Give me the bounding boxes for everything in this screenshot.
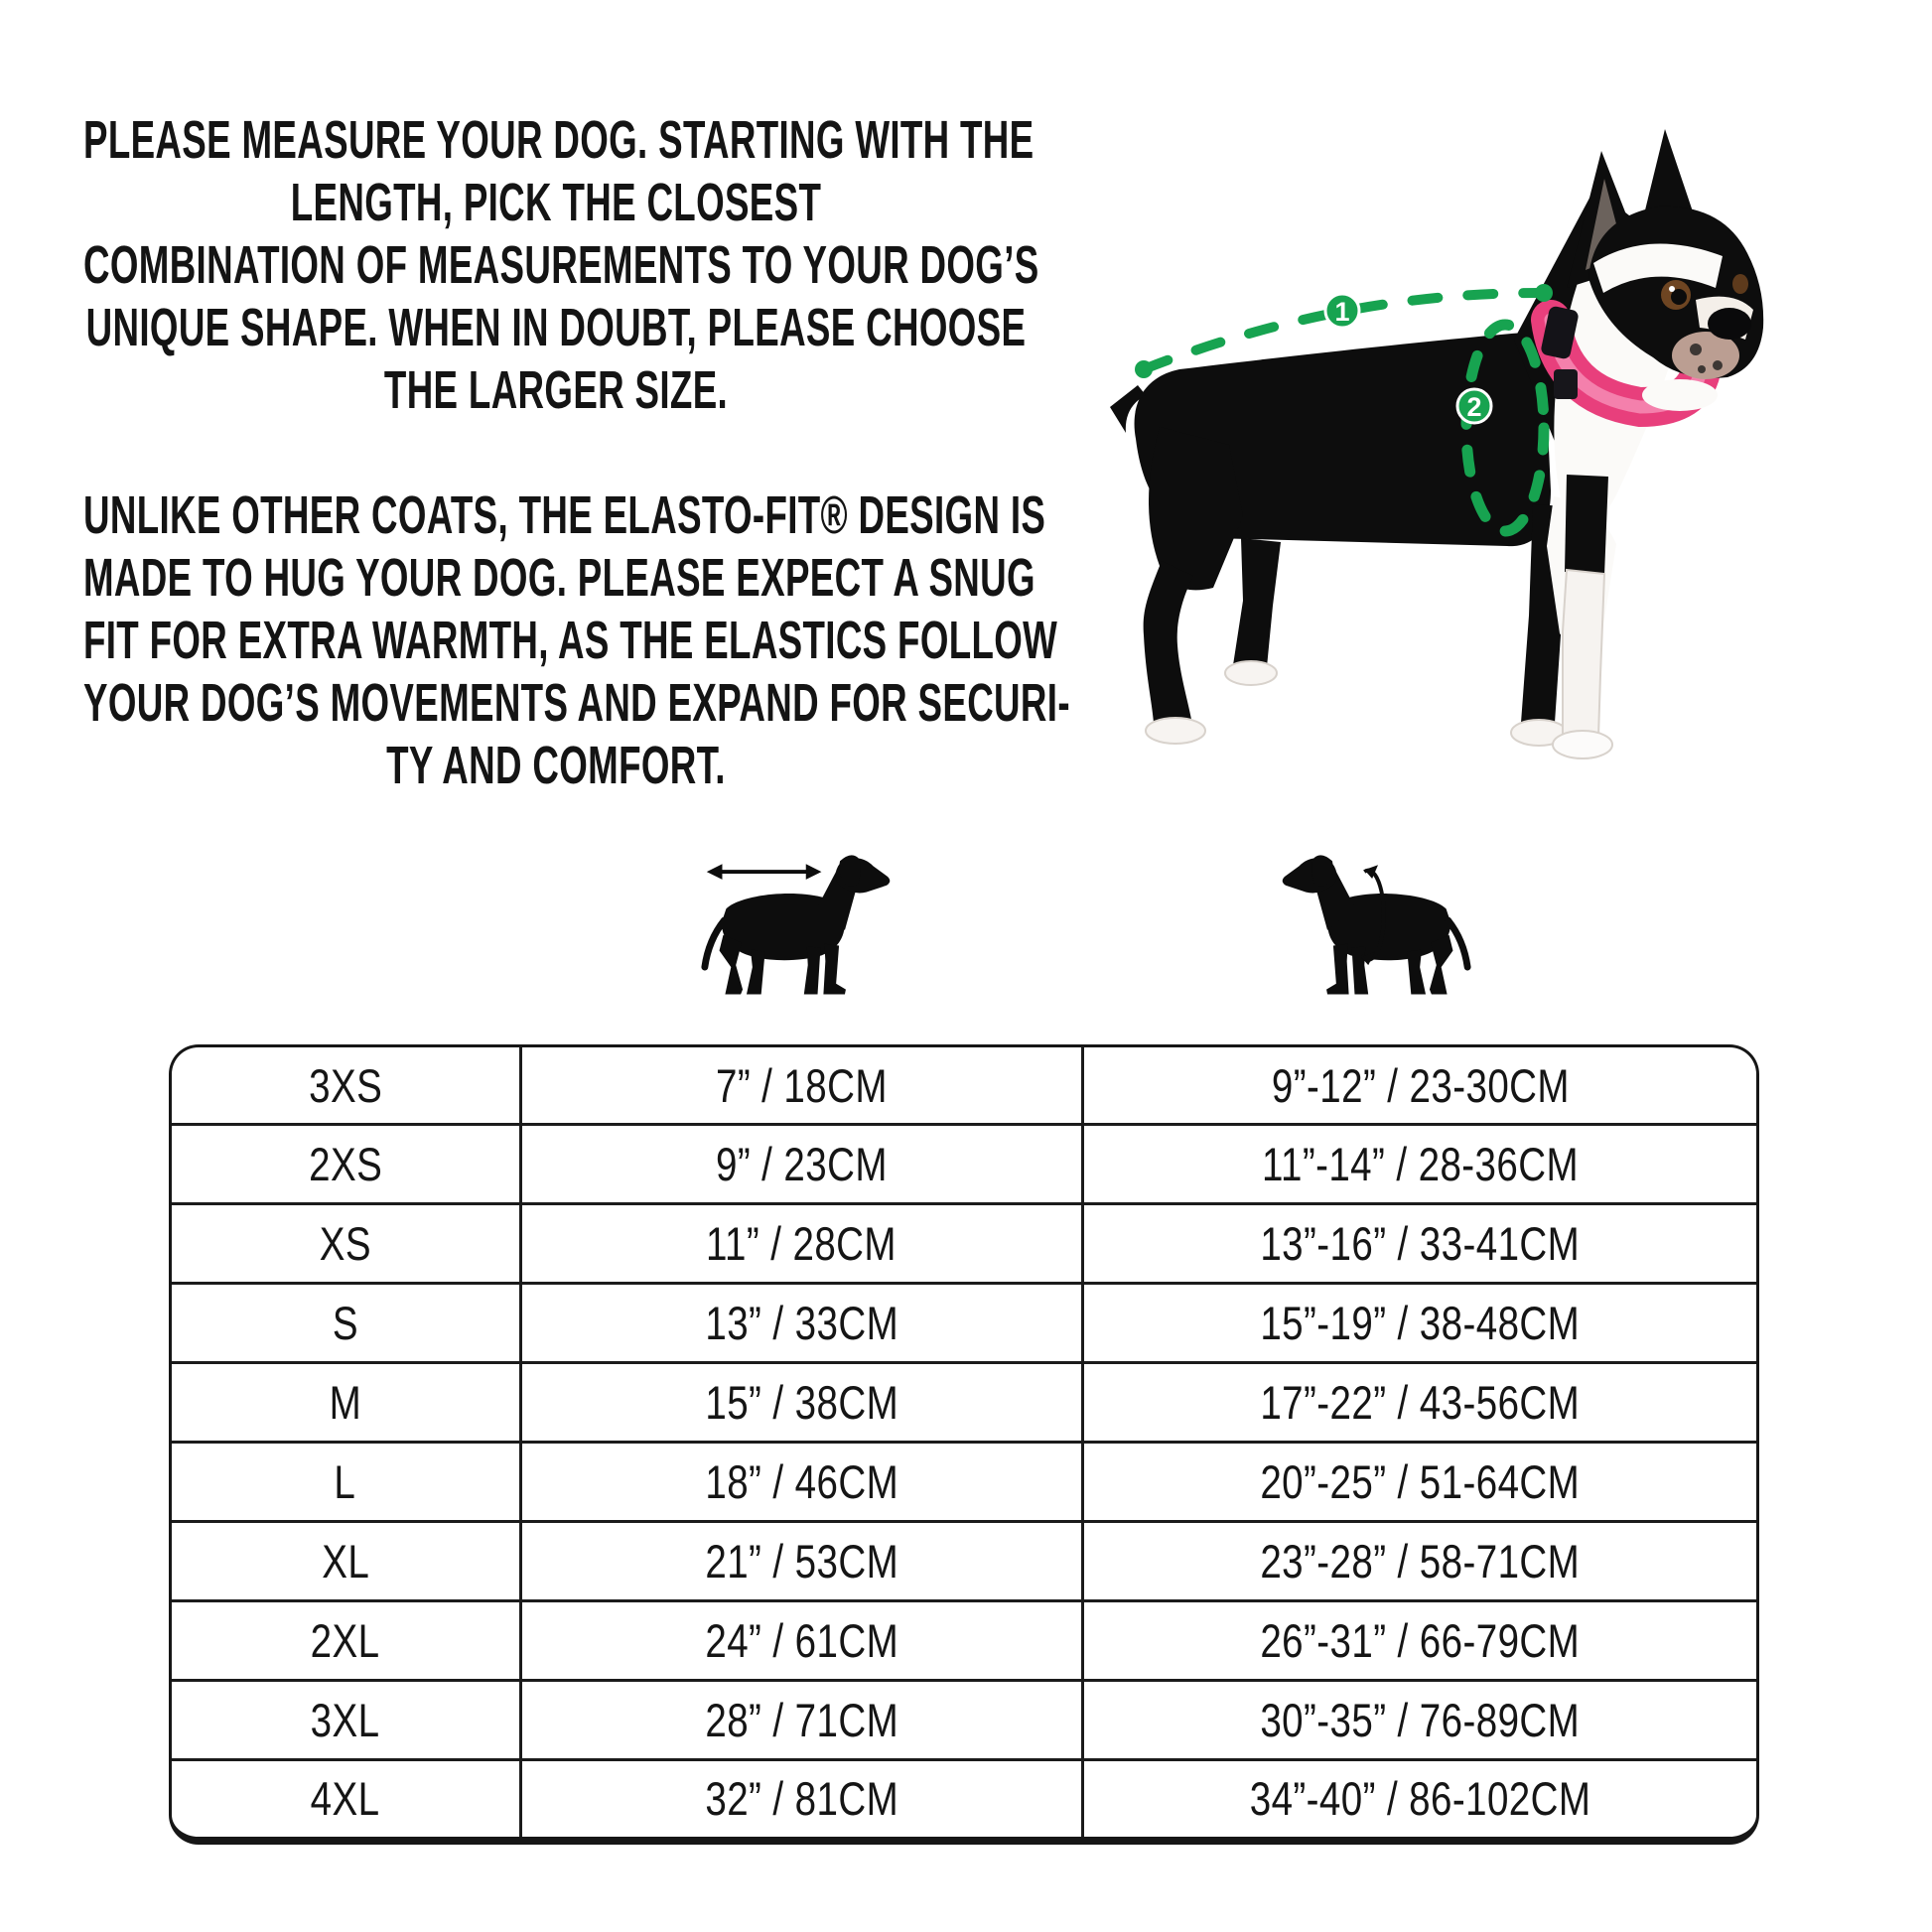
length-cell bbox=[520, 1284, 1083, 1363]
girth-cell-text: 23”-28” / 58-71CM bbox=[1260, 1534, 1581, 1587]
intro-line: MADE TO HUG YOUR DOG. PLEASE EXPECT A SNUG bbox=[83, 548, 1035, 608]
girth-cell bbox=[1083, 1521, 1756, 1600]
size-table-row bbox=[172, 1204, 1756, 1284]
intro-line: THE LARGER SIZE. bbox=[383, 360, 729, 420]
girth-cell-text: 13”-16” / 33-41CM bbox=[1260, 1217, 1581, 1271]
length-cell-text: 28” / 71CM bbox=[705, 1693, 898, 1746]
size-cell bbox=[172, 1047, 520, 1125]
size-cell bbox=[172, 1125, 520, 1204]
size-cell-text: 3XS bbox=[308, 1058, 382, 1112]
size-cell-text: 4XL bbox=[310, 1772, 380, 1826]
size-cell bbox=[172, 1204, 520, 1284]
chin-white bbox=[1642, 379, 1718, 411]
size-table-row bbox=[172, 1363, 1756, 1443]
boston-terrier-illustration bbox=[1110, 129, 1763, 759]
marker-1-label: 1 bbox=[1334, 297, 1350, 327]
girth-cell-text: 34”-40” / 86-102CM bbox=[1249, 1772, 1591, 1826]
length-cell-text: 11” / 28CM bbox=[706, 1217, 897, 1271]
length-cell bbox=[520, 1047, 1083, 1125]
length-cell-text: 24” / 61CM bbox=[705, 1613, 898, 1667]
girth-cell-text: 30”-35” / 76-89CM bbox=[1260, 1693, 1581, 1746]
girth-cell-text: 17”-22” / 43-56CM bbox=[1260, 1376, 1581, 1430]
length-cell-text: 15” / 38CM bbox=[705, 1376, 898, 1430]
dog-photo-with-measurement-guides bbox=[1102, 79, 1797, 794]
girth-cell bbox=[1083, 1759, 1756, 1837]
girth-cell bbox=[1083, 1047, 1756, 1125]
size-cell-text: XL bbox=[321, 1534, 369, 1587]
size-cell-text: 3XL bbox=[310, 1693, 380, 1746]
intro-line: UNLIKE OTHER COATS, THE ELASTO-FIT® DESIGN IS bbox=[83, 485, 1046, 545]
girth-cell-text: 15”-19” / 38-48CM bbox=[1260, 1297, 1581, 1350]
size-table-row bbox=[172, 1600, 1756, 1680]
length-cell-text: 18” / 46CM bbox=[705, 1454, 898, 1508]
intro-line: LENGTH, PICK THE CLOSEST bbox=[290, 173, 822, 232]
girth-cell bbox=[1083, 1600, 1756, 1680]
size-cell bbox=[172, 1284, 520, 1363]
length-cell bbox=[520, 1680, 1083, 1759]
intro-line: UNIQUE SHAPE. WHEN IN DOUBT, PLEASE CHOOSE bbox=[85, 298, 1027, 357]
girth-cell bbox=[1083, 1125, 1756, 1204]
size-table-row bbox=[172, 1521, 1756, 1600]
collar-tag bbox=[1554, 369, 1578, 399]
size-cell bbox=[172, 1680, 520, 1759]
length-cell bbox=[520, 1363, 1083, 1443]
size-cell bbox=[172, 1759, 520, 1837]
intro-line: YOUR DOG’S MOVEMENTS AND EXPAND FOR SECURI- bbox=[83, 673, 1070, 733]
size-cell bbox=[172, 1363, 520, 1443]
size-table-row bbox=[172, 1125, 1756, 1204]
size-chart-rows bbox=[172, 1047, 1756, 1837]
length-cell-text: 13” / 33CM bbox=[705, 1297, 898, 1350]
size-cell-text: S bbox=[332, 1297, 358, 1350]
size-table-row bbox=[172, 1442, 1756, 1521]
girth-cell-text: 20”-25” / 51-64CM bbox=[1260, 1454, 1581, 1508]
dog-silhouette bbox=[705, 855, 890, 994]
girth-cell bbox=[1083, 1204, 1756, 1284]
size-cell bbox=[172, 1442, 520, 1521]
measure-instructions-paragraph bbox=[83, 109, 1039, 422]
intro-line: COMBINATION OF MEASUREMENTS TO YOUR DOG’S bbox=[83, 235, 1039, 295]
length-arrow-icon bbox=[707, 864, 822, 880]
intro-line: FIT FOR EXTRA WARMTH, AS THE ELASTICS FOLLOW bbox=[83, 611, 1058, 670]
size-table-row bbox=[172, 1759, 1756, 1837]
girth-cell bbox=[1083, 1680, 1756, 1759]
girth-cell-text: 26”-31” / 66-79CM bbox=[1260, 1613, 1581, 1667]
girth-cell bbox=[1083, 1284, 1756, 1363]
girth-cell-text: 11”-14” / 28-36CM bbox=[1262, 1138, 1580, 1191]
length-cell bbox=[520, 1442, 1083, 1521]
size-cell-text: 2XS bbox=[308, 1138, 382, 1191]
marker-2-label: 2 bbox=[1466, 392, 1482, 422]
length-cell bbox=[520, 1600, 1083, 1680]
length-cell-text: 9” / 23CM bbox=[715, 1138, 888, 1191]
intro-line: PLEASE MEASURE YOUR DOG. STARTING WITH THE bbox=[83, 110, 1035, 170]
length-cell bbox=[520, 1125, 1083, 1204]
girth-cell-text: 9”-12” / 23-30CM bbox=[1271, 1058, 1570, 1112]
length-cell-text: 21” / 53CM bbox=[705, 1534, 898, 1587]
size-cell-text: 2XL bbox=[310, 1613, 380, 1667]
size-table-row bbox=[172, 1680, 1756, 1759]
length-cell bbox=[520, 1204, 1083, 1284]
length-cell bbox=[520, 1759, 1083, 1837]
size-cell-text: XS bbox=[319, 1217, 371, 1271]
elasto-fit-paragraph bbox=[83, 484, 1070, 797]
size-table-row bbox=[172, 1047, 1756, 1125]
size-cell bbox=[172, 1600, 520, 1680]
dog-girth-measure-icon bbox=[1281, 846, 1475, 1003]
girth-cell bbox=[1083, 1442, 1756, 1521]
far-eye bbox=[1732, 274, 1748, 294]
girth-cell bbox=[1083, 1363, 1756, 1443]
length-cell bbox=[520, 1521, 1083, 1600]
size-cell-text: L bbox=[334, 1454, 356, 1508]
nose bbox=[1708, 308, 1751, 340]
size-chart-table bbox=[169, 1044, 1759, 1845]
intro-line: TY AND COMFORT. bbox=[386, 736, 726, 795]
length-cell-text: 32” / 81CM bbox=[705, 1772, 898, 1826]
size-table-row bbox=[172, 1284, 1756, 1363]
size-cell bbox=[172, 1521, 520, 1600]
size-cell-text: M bbox=[329, 1376, 362, 1430]
dog-length-measure-icon bbox=[697, 846, 892, 1003]
length-cell-text: 7” / 18CM bbox=[715, 1058, 888, 1112]
